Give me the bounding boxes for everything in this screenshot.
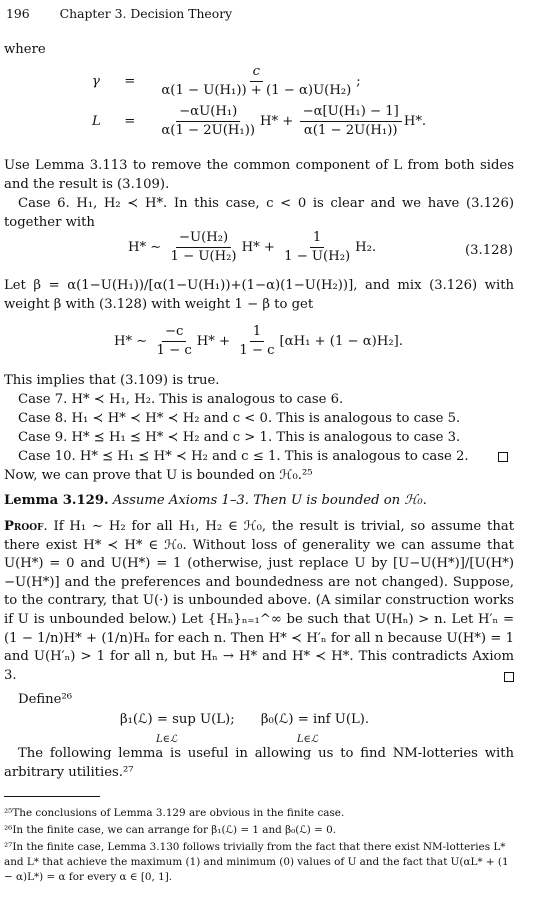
paragraph-implies: This implies that (3.109) is true. (4, 373, 220, 388)
gamma-fraction: $\frac{c}{\text{α(1 − U(H₁)) + (1 − α)U(H₂)}}$ (161, 64, 352, 98)
qed-box-icon (498, 452, 508, 462)
define-text: Define²⁶ (18, 692, 73, 707)
case-8: Case 8. H₁ ≺ H* ≺ H* ≺ H₂ and c < 0. This is analogous to case 5. (18, 411, 461, 426)
paragraph-now: Now, we can prove that U is bounded on ℋ₀.²⁵ (4, 468, 313, 483)
case-7: Case 7. H* ≺ H₁, H₂. This is analogous to case 6. (18, 392, 344, 407)
L-equation: L = $\frac{\text{−αU(H₁)}}{\text{α(1 − 2U(H₁))}}$ H* + $\frac{\text{−α[U(H₁) − 1]}}{\text{α(1 − 2U(H₁))}}$ H*. (92, 104, 427, 138)
paragraph-case-6: Case 6. H₁, H₂ ≺ H*. In this case, c < 0 is clear and we have (3.126) together with (4, 196, 514, 230)
lemma-statement: Assume Axioms 1–3. Then U is bounded on ℋ₀. (112, 493, 427, 508)
lemma-label: Lemma 3.129. (4, 493, 109, 508)
footnote-rule (4, 796, 100, 797)
page-number: 196 (6, 6, 30, 21)
chapter-title: Chapter 3. Decision Theory (59, 6, 233, 21)
equation-3128: H* ∼ $\frac{\text{−U(H₂)}}{\text{1 − U(H₂)}}$ H* + $\frac{1}{\text{1 − U(H₂)}}$ H₂. (128, 230, 377, 264)
paragraph-following-lemma: The following lemma is useful in allowing us to find NM-lotteries with arbitrary utilities.²⁷ (4, 746, 514, 780)
running-header (6, 4, 232, 23)
proof-paragraph: Proof. If H₁ ∼ H₂ for all H₁, H₂ ∈ ℋ₀, the result is trivial, so assume that there exist H* ≺ H* ∈ ℋ₀. Without loss of generality we can assume that U(H*) = 0 and U(H*) = 1 (otherwise, just replace U by [U−U(H*)]/[U(H*)−U(H*)] and the preferences and boundedness are not changed). Suppose, to the contrary, that U(·) is unbounded above. (A similar construction works if U is unbounded below.) Let {Hₙ}ₙ₌₁^∞ be such that U(Hₙ) > n. Let H′ₙ = (1 − 1/n)H* + (1/n)Hₙ for each n. Then H* ≺ H′ₙ for all n because U(H*) = 1 and U(H′ₙ) > 1 for all n, but Hₙ → H* and H* ≺ H*. This contradicts Axiom 3. (4, 519, 514, 683)
beta-definitions: β₁(ℒ) = sup U(L); L∈ℒ β₀(ℒ) = inf U(L). L∈ℒ (120, 712, 370, 745)
equation-tag-3128: (3.128) (465, 243, 514, 258)
paragraph-mix: Let β = α(1−U(H₁))/[α(1−U(H₁))+(1−α)(1−U(H₂))], and mix (3.126) with weight β with (3.128) with weight 1 − β to get (4, 278, 514, 312)
footnote-26: ²⁶In the finite case, we can arrange for β₁(ℒ) = 1 and β₀(ℒ) = 0. (4, 824, 337, 836)
where-text: where (4, 42, 46, 57)
proof-label: Proof (4, 519, 44, 534)
qed-box-icon (504, 672, 514, 682)
mix-equation: H* ∼ $\frac{-c}{1 - c}$ H* + $\frac{1}{1 - c}$ [αH₁ + (1 − α)H₂]. (114, 324, 403, 358)
case-10: Case 10. H* ⪯ H₁ ⪯ H* ≺ H₂ and c ≤ 1. This is analogous to case 2. (18, 447, 514, 466)
footnote-25: ²⁵The conclusions of Lemma 3.129 are obvious in the finite case. (4, 807, 345, 819)
gamma-equation: γ = $\frac{c}{\text{α(1 − U(H₁)) + (1 − α)U(H₂)}}$ ; (92, 64, 361, 98)
footnote-27: ²⁷In the finite case, Lemma 3.130 follows trivially from the fact that there exist NM-lotteries L* and L* that achieve the maximum (1) and minimum (0) values of U and the fact that U(αL* + (1 − α)L*) = α for every α ∈ [0, 1]. (4, 841, 509, 883)
lemma-3129 (4, 491, 427, 510)
case-9: Case 9. H* ⪯ H₁ ⪯ H* ≺ H₂ and c > 1. This is analogous to case 3. (18, 430, 461, 445)
paragraph-lemma-3113: Use Lemma 3.113 to remove the common component of L from both sides and the result is (3.109). (4, 158, 514, 192)
